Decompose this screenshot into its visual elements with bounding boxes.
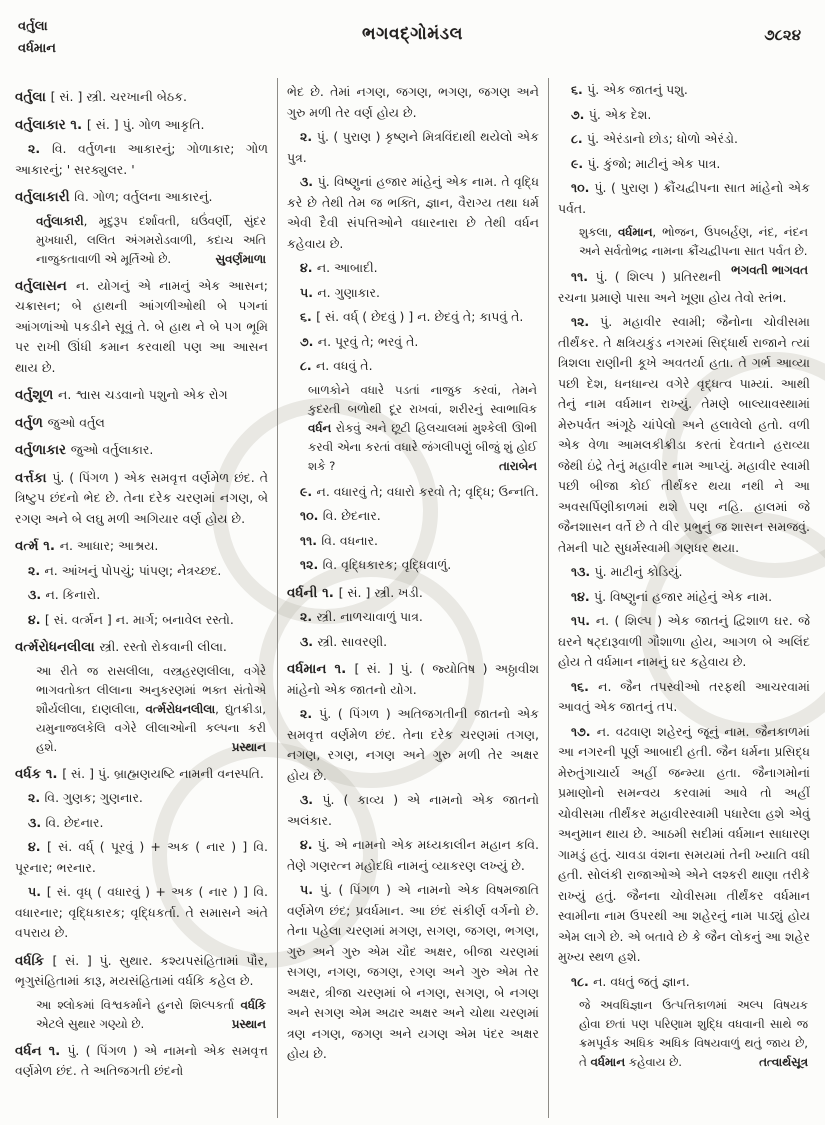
- headword: વર્તુળ: [15, 414, 48, 431]
- headword: વર્તુલાકાર ૧.: [15, 116, 87, 133]
- headword: વર્ધકિ: [15, 952, 53, 969]
- sense-item: ૩. પું. ( કાવ્ય ) એ નામનો એક જાતનો અલંકાર.: [286, 792, 539, 828]
- citation: તત્વાર્થસૂત્ર: [759, 1055, 808, 1069]
- sense-number: ૧૪.: [570, 588, 594, 604]
- column-1: [6, 78, 277, 1118]
- sense-item: ૯. ન. વધારવું તે; વધારો કરવો તે; વૃદ્ધિ; ઉન્નતિ.: [299, 483, 539, 499]
- sense-number: ૧૩.: [570, 564, 595, 579]
- sense-number: ૧૦.: [570, 180, 595, 195]
- page-number: ૭૮૨૪: [764, 26, 801, 44]
- sense-item: ૫. પું. ( પિંગળ ) એ નામનો એક વિષમજાતિ વર્ણમેળ છંદ; પ્રવર્ધમાન. આ છંદ સંકીર્ણ વર્ગનો છે. તેના પહેલા ચરણમાં મગણ, સગણ, જગણ, ભગણ, ગુરુ અને ગુરુ એમ ચૌદ અક્ષર, બીજા ચરણમાં સગણ, નગણ, જગણ, રગણ અને ગુરુ એમ તેર અક્ષર, ત્રીજા ચરણમાં બે નગણ, સગણ, બે નગણ અને સગણ એમ અઢાર અક્ષર અને ચોથા ચરણમાં ત્રણ નગણ, જગણ અને યગણ એમ પંદર અક્ષર હોય છે.: [286, 882, 539, 1061]
- quotation-block: વર્તુલાકારી, મૃદુરૂપ દર્શાવતી, ઘઉંવર્ણી, સુંદર મુખધારી, લલિત અંગમરોડવાળી, કદાચ અતિ નાજુકતાવાળી એ મૂર્તિઓ છે. સુવર્ણમાળા: [15, 212, 268, 269]
- sense-item: ૭. પું. એક દેશ.: [570, 106, 652, 122]
- sense-number: ૫.: [299, 284, 318, 300]
- guide-word-first: વર્તુલા: [18, 19, 48, 34]
- citation: તારાબેન: [499, 458, 537, 473]
- sense-item: ૧૪. પું. વિષ્ણુનાં હજાર માંહેનું એક નામ.: [570, 588, 773, 604]
- quotation-block: શુકલા, વર્ધમાન, ભોજન, ઉપબર્હણ, નંદ, નંદન અને સર્વતોભદ્ર નામના ક્રૌંચદ્વીપના સાત પર્વત છે. ભગવતી ભાગવત: [558, 223, 810, 261]
- sense-item: ૩. પું. વિષ્ણુનાં હજાર માંહેનું એક નામ. તે વૃદ્ધિ કરે છે તેથી તેમ જ ભક્તિ, જ્ઞાન, વૈરાગ્ય તથા ધર્મ એવી દૈવી સંપત્તિઓને વધારનારા છે તેથી વર્ધન કહેવાય છે.: [286, 174, 539, 251]
- sense-number: ૧૧.: [299, 532, 322, 548]
- headword: વર્તુળાકાર: [15, 442, 71, 458]
- sense-item: ૧૮. ન. વધતું જતું જ્ઞાન.: [570, 973, 690, 989]
- citation: પ્રસ્થાન: [231, 739, 266, 754]
- text-columns: [0, 78, 825, 1118]
- headword: વર્ધન ૧.: [15, 1042, 68, 1059]
- headword: વર્ધની ૧.: [286, 584, 339, 601]
- sense-number: ૨.: [28, 562, 45, 578]
- sense-item: ૧૧. પું. ( શિલ્પ ) પ્રતિરથની રચના પ્રમાણે પાસા અને ખૂણા હોય તેવો સ્તંભ.: [557, 269, 787, 305]
- sense-item: ૮. ન. વધવું તે.: [299, 358, 373, 373]
- column-2: [277, 78, 548, 1118]
- headword: વર્ધમાન ૧.: [286, 661, 355, 677]
- sense-number: ૧૬.: [570, 678, 599, 694]
- sense-item: ૩. સ્ત્રી. સાવરણી.: [299, 633, 388, 649]
- dictionary-entry: વર્તુળ જુઓ વર્તુલ: [15, 414, 105, 431]
- quotation-block: આ રીતે જ રાસલીલા, વસ્ત્રહરણલીલા, વગેરે ભાગવતોક્ત લીલાના અનુકરણમાં ભક્ત સંતોએ શૌર્યલીલા, દાણલીલા, વર્ત્મરોધનલીલા, દ્યુતક્રીડા, યમુનાજલકેલિ વગેરે લીલાઓની કલ્પના કરી હશે. પ્રસ્થાન: [15, 662, 268, 757]
- quotation-block: જે અવધિજ્ઞાન ઉત્પત્તિકાળમાં અલ્પ વિષયક હોવા છતાં પણ પરિણામ શુદ્ધિ વધવાની સાથે જ ક્રમપૂર્વક અધિક અધિક વિષયવાળું થતું જાય છે, તે વર્ધમાન કહેવાય છે. તત્વાર્થસૂત્ર: [558, 996, 810, 1072]
- citation: સુવર્ણમાળા: [215, 251, 266, 266]
- dictionary-entry: વર્ધક ૧. [ સં. ] પું. બ્રાહ્મણયષ્ટિ નામની વનસ્પતિ.: [15, 765, 264, 782]
- page-header: [0, 0, 825, 78]
- quotation-block: બાળકોને વધારે પડતાં નાજુક કરવાં, તેમને કુદરતી બળોથી દૂર રાખવાં, શરીરનું સ્વાભાવિક વર્ધન રોકવું અને છૂટી હિલચાલમાં મુશ્કેલી ઊભી કરવી એના કરતાં વધારે જંગલીપણું બીજું શું હોઈ શકે ? તારાબેન: [287, 381, 539, 476]
- sense-item: ૧૨. વિ. વૃદ્ધિકારક; વૃદ્ધિવાળું.: [299, 557, 452, 572]
- continuation-text: ભેદ છે. તેમાં નગણ, જગણ, ભગણ, જગણ અને ગુરુ મળી તેર વર્ણ હોય છે.: [286, 84, 539, 120]
- sense-number: ૩.: [28, 814, 46, 830]
- headword: વર્ત્મ ૧.: [15, 538, 60, 554]
- sense-number: ૧૨.: [299, 557, 323, 572]
- column-3: [548, 78, 819, 1118]
- sense-item: ૧૦. પું. ( પુરાણ ) ક્રૌંચદ્વીપના સાત માંહેનો એક પર્વત.: [557, 180, 810, 216]
- sense-number: ૨.: [299, 129, 317, 144]
- guide-word-last: વર્ધમાન: [18, 41, 56, 56]
- sense-number: ૩.: [299, 792, 323, 807]
- sense-item: ૬. પું. એક જાતનું પશુ.: [570, 82, 688, 97]
- sense-item: ૫. ન. ગુણાકાર.: [299, 284, 380, 300]
- sense-item: ૧૫. ન. ( શિલ્પ ) એક જાતનું દ્વિશાળ ઘર. જે ઘરને ષટ્દારૂવાળી ગૌશાળા હોય, આગળ બે અલિંદ હોય તે વર્ધમાન નામનું ઘર કહેવાય છે.: [557, 613, 810, 669]
- sense-item: ૧૭. ન. વઢવાણ શહેરનું જૂનું નામ. જૈનકાળમાં આ નગરની પૂર્ણ આબાદી હતી. જૈન ધર્મના પ્રસિદ્ધ મેરુતુંગાચાર્ય અહીં જન્મ્યા હતા. જૈનાગમોનાં પ્રમાણોનો સમન્વય કરવામાં આવે તો અહીં ચોવીસમા તીર્થંકર મહાવીરસ્વામી પધારેલા હશે એવું અનુમાન થાય છે. આઠમી સદીમાં વર્ધમાન સાધારણ ગામડું હતું. ચાવડા વંશના સમયમાં તેની ખ્યાતિ વધી હતી. સોલંકી રાજાઓએ એને લશ્કરી થાણા તરીકે રાખ્યું હતું. જૈનના ચોવીસમા તીર્થંકર વર્ધમાન સ્વામીના નામ ઉપરથી આ શહેરનું નામ પાડ્યું હોય એમ લાગે છે. એ બતાવે છે કે જૈન લોકનું આ શહેર મુખ્ય સ્થળ હશે.: [557, 723, 810, 964]
- dictionary-entry: વર્ધન ૧. પું. ( પિંગળ ) એ નામનો એક સમવૃત્ત વર્ણમેળ છંદ. તે અતિજગતી છંદનો: [15, 1042, 268, 1078]
- dictionary-entry: વર્ત્તકા પું. ( પિંગળ ) એક સમવૃત્ત વર્ણમેળ છંદ. તે ત્રિષ્ટુપ છંદનો ભેદ છે. તેના દરેક ચરણમાં નગણ, બે રગણ અને બે લઘુ મળી અગિયાર વર્ણ હોય છે.: [15, 469, 268, 526]
- sense-number: ૧૧.: [570, 269, 596, 284]
- sense-number: ૭.: [570, 106, 589, 122]
- sense-number: ૫.: [28, 884, 47, 899]
- dictionary-entry: વર્તુલાકારી વિ. ગોળ; વર્તુલના આકારનું.: [15, 189, 213, 205]
- sense-number: ૪.: [299, 260, 317, 275]
- sense-number: ૨.: [299, 609, 317, 624]
- sense-number: ૮.: [570, 131, 587, 146]
- sense-item: ૨. પું. ( પુરાણ ) કૃષ્ણને મિત્રવિંદાથી થયેલો એક પુત્ર.: [286, 129, 539, 165]
- sense-item: ૧૩. પું. માટીનું કોડિયું.: [570, 564, 683, 579]
- sense-item: ૪. [ સં. વર્ધ્ ( પૂરવું ) + અક ( નાર ) ] વિ. પૂરનાર; ભરનાર.: [15, 839, 268, 875]
- sense-number: ૮.: [299, 358, 316, 373]
- sense-item: ૨. પું. ( પિંગળ ) અતિજગતીની જાતનો એક સમવૃત્ત વર્ણમેળ છંદ. તેના દરેક ચરણમાં તગણ, નગણ, રગણ, નગણ અને ગુરુ મળી તેર અક્ષર હોય છે.: [286, 706, 539, 783]
- headword: વર્તુલાસન: [15, 277, 76, 294]
- sense-item: ૧૨. પું. મહાવીર સ્વામી; જૈનોના ચોવીસમા તીર્થંકર. તે ક્ષત્રિયકુંડ નગરમાં સિદ્ધાર્થ રાજાને ત્યાં ત્રિશલા રાણીની કૂખે અવતર્યા હતા. તે ગર્ભ આવ્યા પછી દેશ, ધનધાન્ય વગેરે વૃદ્ધત્વ પામ્યાં. આથી તેનું નામ વર્ધમાન રાખ્યું. તેમણે બાલ્યાવસ્થામાં મેરુપર્વત અંગૂઠે ચાંપેલો અને હલાવેલો હતો. વળી એક વેળા આમલકીક્રીડા કરતાં દેવતાને હરાવ્યા જેથી ઇંદ્રે તેનું મહાવીર નામ આપ્યું. મહાવીર સ્વામી પછી બીજા કોઈ તીર્થંકર થયા નથી ને આ અવસર્પિણીકાળમાં થશે પણ નહિ. હાલમાં જે જૈનશાસન વર્તે છે તે વીર પ્રભુનું જ શાસન સમજવું. તેમની પાટે સુધર્મસ્વામી ગણધર થયા.: [557, 314, 810, 555]
- sense-number: ૨.: [28, 790, 45, 805]
- headword: વર્ત્મરોધનલીલા: [15, 639, 100, 655]
- dictionary-entry: વર્ધમાન ૧. [ સં. ] પું. ( જ્યોતિષ ) અઠ્ઠાવીશ માંહેનો એક જાતનો યોગ.: [286, 661, 539, 697]
- sense-number: ૧૦.: [299, 508, 323, 523]
- sense-item: ૪. પું. એ નામનો એક મધ્યકાલીન મહાન કવિ. તેણે ગણરત્ન મહોદધિ નામનું વ્યાકરણ લખ્યું છે.: [286, 837, 539, 873]
- sense-number: ૨.: [28, 141, 52, 156]
- dictionary-entry: વર્તુલા [ સં. ] સ્ત્રી. ચરખાની બેઠક.: [15, 89, 187, 105]
- sense-number: ૬.: [570, 82, 588, 97]
- sense-item: ૩. ન. કિનારો.: [28, 587, 101, 602]
- sense-item: ૨. વિ. વર્તુળના આકારનું; ગોળાકાર; ગોળ આકારનું; ' સરક્યુલર. ': [15, 141, 268, 177]
- sense-item: ૨. ન. આંખનું પોપચું; પાંપણ; નેત્રચ્છદ.: [28, 562, 222, 578]
- dictionary-entry: વર્તુલાસન ન. યોગનું એ નામનું એક આસન; ચક્રાસન; બે હાથની આંગળીઓથી બે પગનાં આંગળાંઓ પકડીને સૂવું તે. બે હાથ ને બે પગ ભૂમિ પર રાખી ઊંધી કમાન કરવાથી પણ આ આસન થાય છે.: [15, 277, 268, 375]
- sense-number: ૧૭.: [570, 723, 597, 739]
- sense-item: ૬. [ સં. વર્ધ્ ( છેદવું ) ] ન. છેદવું તે; કાપવું તે.: [299, 309, 524, 324]
- sense-item: ૫. [ સં. વૃધ્ ( વધારવું ) + અક ( નાર ) ] વિ. વધારનાર; વૃદ્ધિકારક; વૃદ્ધિકર્તા. તે સમાસને અંતે વપરાય છે.: [15, 884, 268, 940]
- headword: વર્ત્તકા: [15, 469, 53, 486]
- sense-number: ૪.: [299, 837, 318, 852]
- dictionary-entry: વર્તુશૂળ ન. શ્વાસ ચડવાનો પશુનો એક રોગ: [15, 387, 228, 403]
- citation: ભગવતી ભાગવત: [731, 263, 808, 277]
- sense-item: ૯. પું. કુંજો; માટીનું એક પાત્ર.: [570, 155, 721, 171]
- sense-number: ૨.: [299, 706, 320, 721]
- quotation-block: આ શ્લોકમાં વિશ્વકર્માને હુનરો શિલ્પકર્તા વર્ધકિ એટલે સુથાર ગણ્યો છે. પ્રસ્થાન: [15, 996, 268, 1034]
- sense-item: ૧૧. વિ. વધનાર.: [299, 532, 379, 548]
- dictionary-entry: વર્તુળાકાર જુઓ વર્તુલાકાર.: [15, 442, 154, 458]
- citation: પ્રસ્થાન: [231, 1016, 266, 1031]
- sense-number: ૧૮.: [570, 973, 594, 989]
- sense-number: ૭.: [299, 333, 318, 349]
- sense-number: ૯.: [570, 155, 588, 171]
- sense-number: ૬.: [299, 309, 317, 324]
- sense-item: ૪. ન. આબાદી.: [299, 260, 378, 275]
- sense-item: ૧૬. ન. જૈન તપસ્વીઓ તરફથી આચરવામાં આવતું એક જાતનું તપ.: [557, 678, 810, 714]
- sense-number: ૧૨.: [570, 314, 601, 329]
- book-title: ભગવદ્ગોમંડલ: [362, 24, 463, 44]
- sense-item: ૮. પું. એરંડાનો છોડ; ધોળો એરંડો.: [570, 131, 738, 146]
- headword: વર્તુલા: [15, 89, 51, 105]
- sense-number: ૩.: [299, 633, 318, 649]
- dictionary-entry: વર્ધની ૧. [ સં. ] સ્ત્રી. ખડી.: [286, 584, 423, 601]
- sense-item: ૧૦. વિ. છેદનાર.: [299, 508, 381, 523]
- sense-number: ૪.: [28, 839, 48, 854]
- sense-number: ૫.: [299, 882, 320, 897]
- sense-item: ૩. વિ. છેદનાર.: [28, 814, 104, 830]
- sense-item: ૨. વિ. ગુણક; ગુણનાર.: [28, 790, 143, 805]
- sense-number: ૩.: [28, 587, 46, 602]
- sense-item: ૭. ન. પૂરવું તે; ભરવું તે.: [299, 333, 419, 349]
- dictionary-entry: વર્ધકિ [ સં. ] પું. સુથાર. કશ્યપસંહિતામાં પૌર, ભૃગુસંહિતામાં કારૂ, મયસંહિતામાં વર્ધકિ કહેલ છે.: [15, 952, 268, 988]
- sense-number: ૧૫.: [570, 613, 596, 628]
- dictionary-entry: વર્ત્મરોધનલીલા સ્ત્રી. રસ્તો રોકવાની લીલા.: [15, 639, 227, 655]
- sense-item: ૪. [ સં. વર્ત્મન ] ન. માર્ગ; બનાવેલ રસ્તો.: [28, 611, 234, 627]
- dictionary-entry: વર્તુલાકાર ૧. [ સં. ] પું. ગોળ આકૃતિ.: [15, 116, 205, 133]
- sense-number: ૩.: [299, 174, 318, 189]
- sense-item: ૨. સ્ત્રી. નાળચાવાળું પાત્ર.: [299, 609, 423, 624]
- headword: વર્તુશૂળ: [15, 387, 58, 403]
- dictionary-entry: વર્ત્મ ૧. ન. આધાર; આશ્રય.: [15, 538, 159, 554]
- headword: વર્તુલાકારી: [15, 189, 75, 205]
- headword: વર્ધક ૧.: [15, 765, 63, 782]
- sense-number: ૪.: [28, 611, 45, 627]
- sense-number: ૯.: [299, 483, 317, 499]
